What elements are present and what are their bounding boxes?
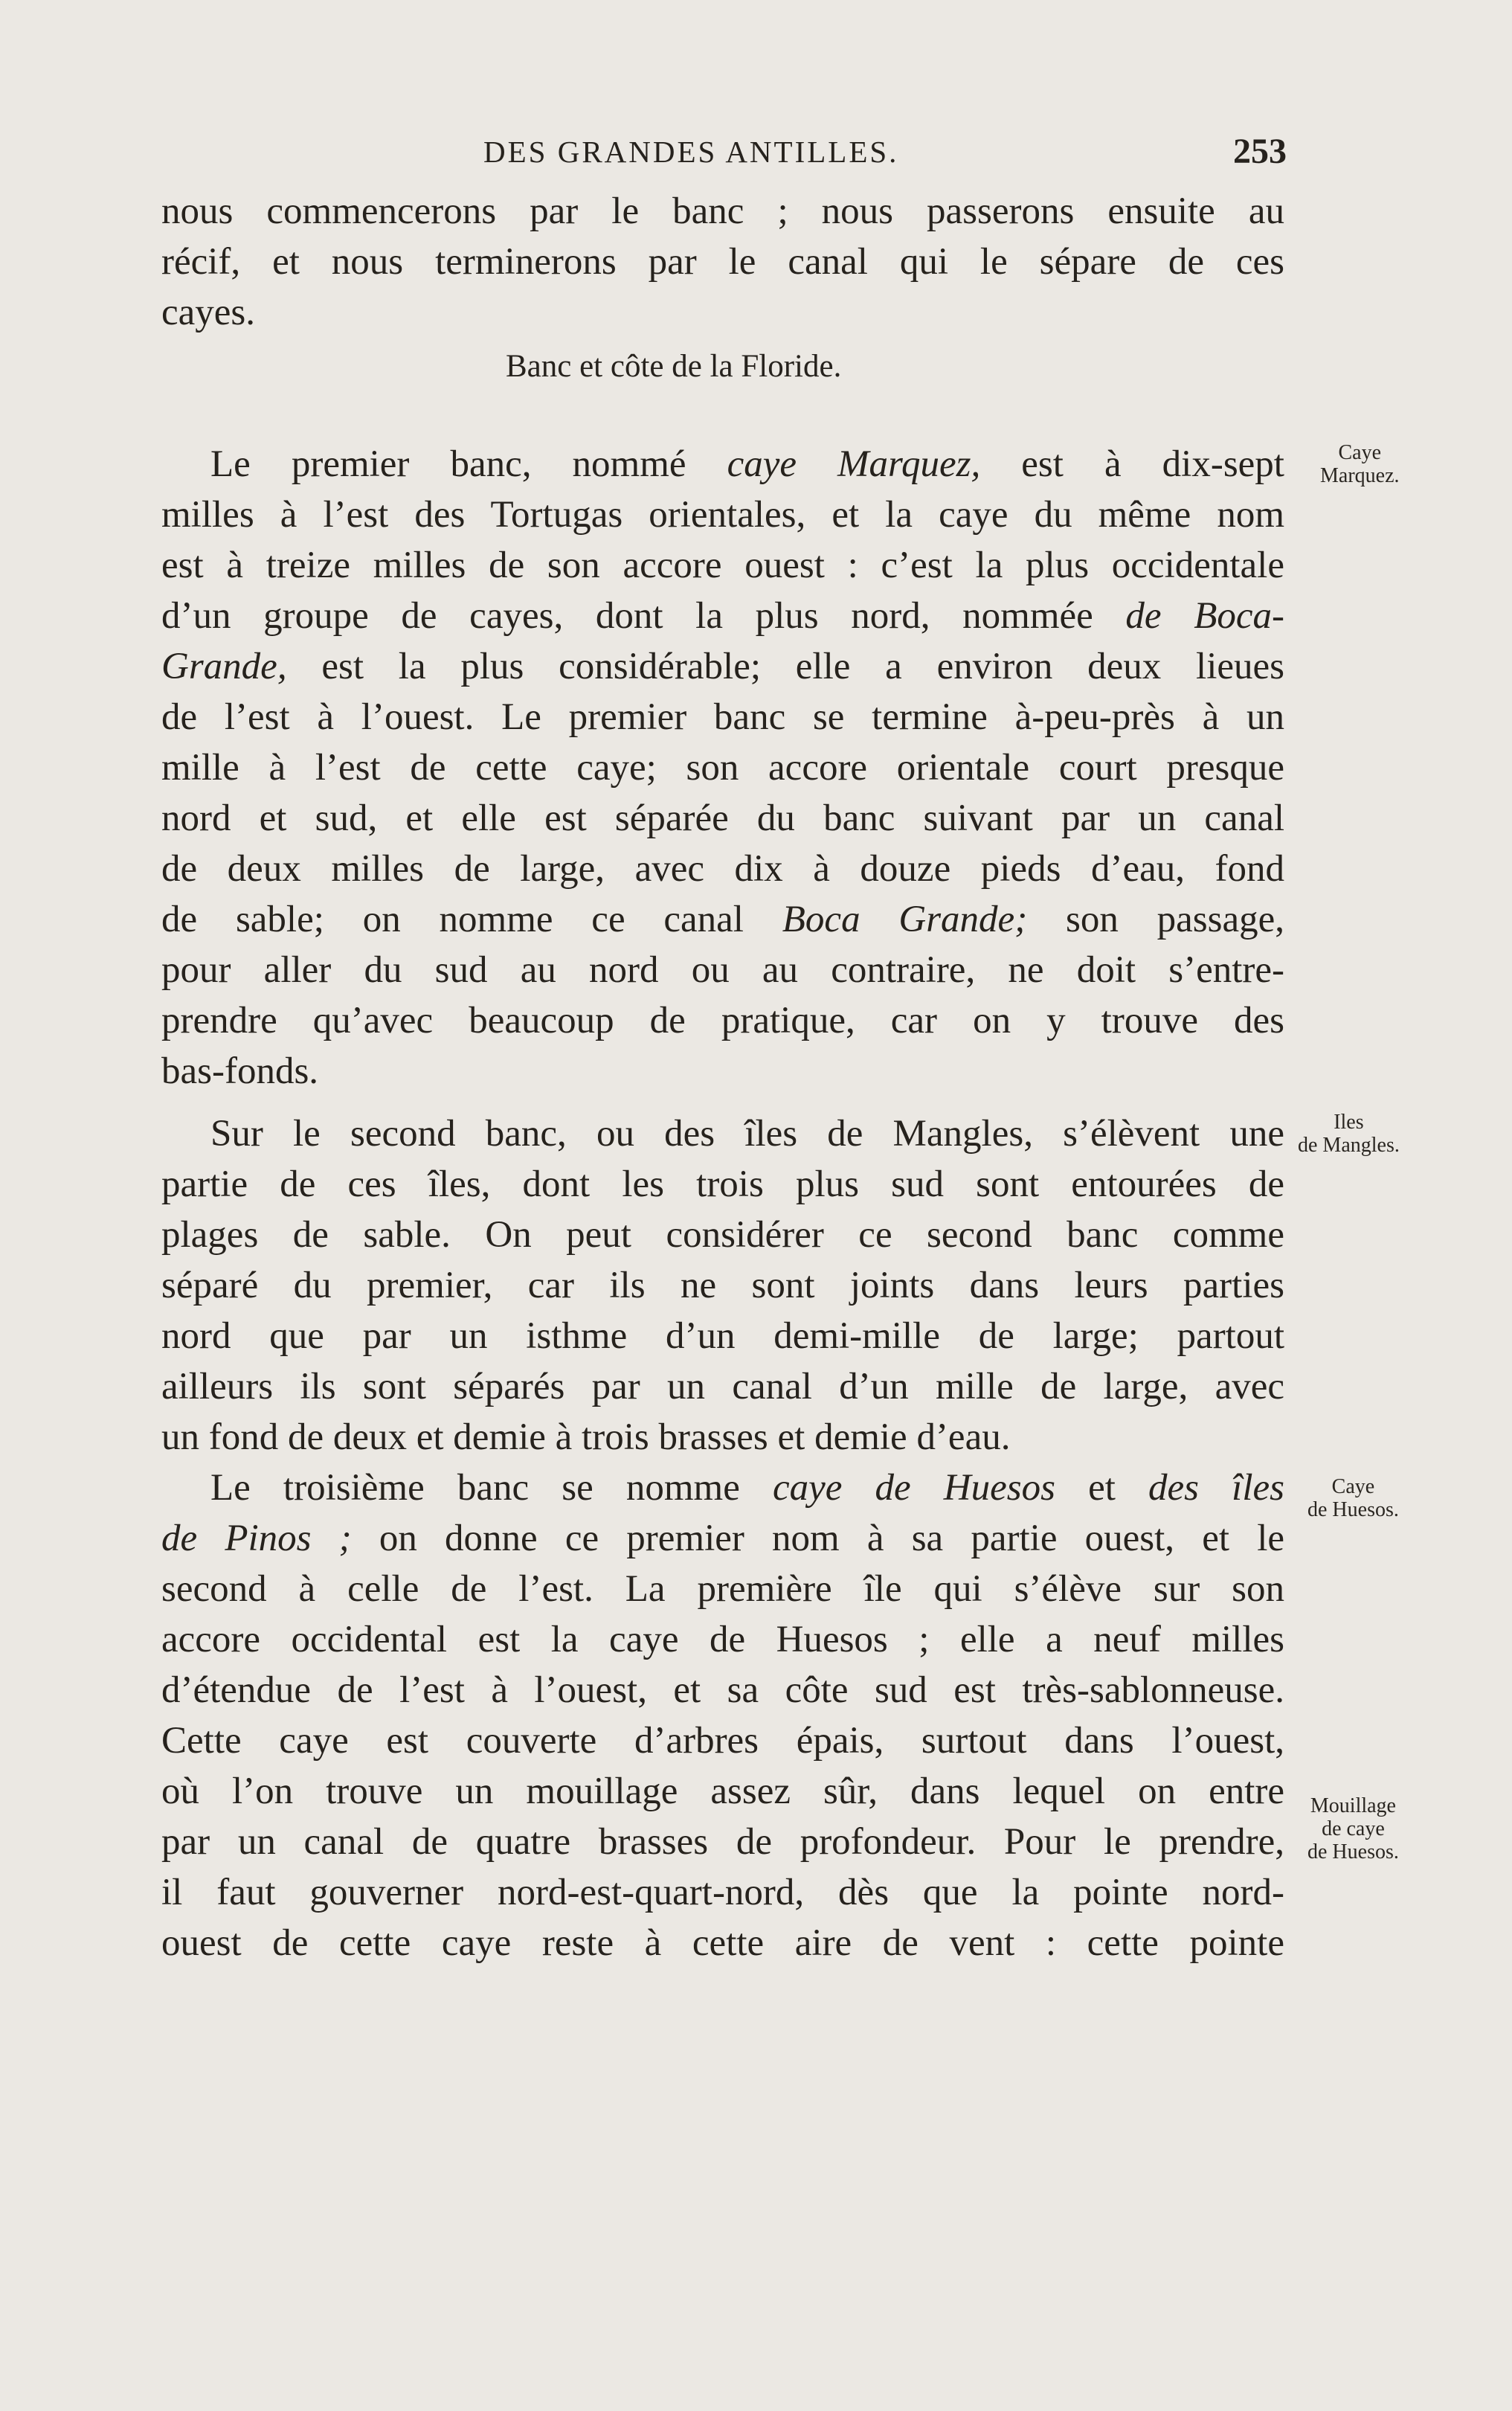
margin-note-line: Caye <box>1331 1475 1375 1498</box>
text-line: il faut gouverner nord-est-quart-nord, dès que la pointe nord- <box>161 1872 1284 1913</box>
margin-note-caye-marquez <box>1320 441 1400 487</box>
margin-note-line: Mouillage <box>1310 1794 1396 1817</box>
italic-term: de Pinos ; <box>161 1518 352 1559</box>
text-line <box>161 894 1284 945</box>
margin-note-line: Iles <box>1334 1111 1364 1134</box>
text-line: cayes. <box>161 292 256 333</box>
italic-term: des îles <box>1148 1467 1284 1509</box>
text-line: de deux milles de large, avec dix à douze pieds d’eau, fond <box>161 848 1284 890</box>
text-line: un fond de deux et demie à trois brasses et demie d’eau. <box>161 1416 1011 1458</box>
italic-term: caye Marquez, <box>727 443 981 485</box>
text-run: est la plus considérable; elle a environ deux lieues <box>286 646 1284 687</box>
text-line: prendre qu’avec beaucoup de pratique, car on y trouve des <box>161 1000 1284 1041</box>
text-line <box>161 1513 1284 1564</box>
text-run: est à dix-sept <box>980 443 1284 485</box>
text-line: bas-fonds. <box>161 1050 319 1092</box>
text-line: nous commencerons par le banc ; nous passerons ensuite au <box>161 190 1284 232</box>
text-line: pour aller du sud au nord ou au contraire, ne doit s’entre- <box>161 949 1284 991</box>
margin-note-line: Caye <box>1338 441 1382 464</box>
text-line: est à treize milles de son accore ouest : c’est la plus occidentale <box>161 545 1284 586</box>
text-line: nord que par un isthme d’un demi-mille de large; partout <box>161 1315 1284 1357</box>
text-line <box>210 439 1284 489</box>
margin-note-line: de caye <box>1322 1817 1385 1840</box>
text-run: et <box>1055 1467 1149 1509</box>
text-line: accore occidental est la caye de Huesos ; elle a neuf milles <box>161 1619 1284 1660</box>
margin-note-line: de Huesos. <box>1307 1840 1399 1863</box>
text-run: Le premier banc, nommé <box>210 443 727 485</box>
text-line <box>210 1463 1284 1513</box>
text-line: milles à l’est des Tortugas orientales, et la caye du même nom <box>161 494 1284 536</box>
text-line: ouest de cette caye reste à cette aire de vent : cette pointe <box>161 1922 1284 1964</box>
text-line: où l’on trouve un mouillage assez sûr, dans lequel on entre <box>161 1770 1284 1812</box>
margin-note-line: de Mangles. <box>1298 1134 1400 1157</box>
text-run: de sable; on nomme ce canal <box>161 899 782 940</box>
text-run: on donne ce premier nom à sa partie ouest, et le <box>351 1518 1284 1559</box>
text-line: partie de ces îles, dont les trois plus sud sont entourées de <box>161 1163 1284 1205</box>
text-run: Le troisième banc se nomme <box>210 1467 773 1509</box>
margin-note-mouillage <box>1307 1794 1399 1863</box>
margin-note-line: Marquez. <box>1320 464 1400 487</box>
text-line <box>161 591 1284 641</box>
text-line: nord et sud, et elle est séparée du banc suivant par un canal <box>161 797 1284 839</box>
italic-term: de Boca- <box>1125 595 1284 637</box>
italic-term: Boca Grande; <box>782 899 1028 940</box>
text-run: son passage, <box>1027 899 1285 940</box>
running-title: DES GRANDES ANTILLES. <box>483 135 899 169</box>
text-line <box>161 641 1284 692</box>
page-header <box>160 134 1290 176</box>
text-line: récif, et nous terminerons par le canal qui le sépare de ces <box>161 241 1284 283</box>
italic-term: caye de Huesos <box>772 1467 1055 1509</box>
text-line: Cette caye est couverte d’arbres épais, surtout dans l’ouest, <box>161 1720 1284 1762</box>
page-number: 253 <box>1233 132 1287 171</box>
text-line: d’étendue de l’est à l’ouest, et sa côte sud est très-sablonneuse. <box>161 1669 1284 1711</box>
italic-term: Grande, <box>161 646 287 687</box>
text-line: par un canal de quatre brasses de profondeur. Pour le prendre, <box>161 1821 1284 1863</box>
section-title: Banc et côte de la Floride. <box>506 349 842 384</box>
text-line: plages de sable. On peut considérer ce second banc comme <box>161 1214 1284 1256</box>
text-line: séparé du premier, car ils ne sont joints dans leurs parties <box>161 1265 1284 1306</box>
text-line: Sur le second banc, ou des îles de Mangles, s’élèvent une <box>210 1113 1284 1155</box>
text-line: mille à l’est de cette caye; son accore orientale court presque <box>161 747 1284 789</box>
text-line: de l’est à l’ouest. Le premier banc se termine à-peu-près à un <box>161 696 1284 738</box>
margin-note-line: de Huesos. <box>1307 1498 1399 1521</box>
margin-note-caye-de-huesos <box>1307 1475 1399 1521</box>
text-line: ailleurs ils sont séparés par un canal d’un mille de large, avec <box>161 1366 1284 1407</box>
margin-note-iles-de-mangles <box>1298 1111 1400 1157</box>
text-run: d’un groupe de cayes, dont la plus nord, nommée <box>161 595 1126 637</box>
text-line: second à celle de l’est. La première île qui s’élève sur son <box>161 1568 1284 1610</box>
